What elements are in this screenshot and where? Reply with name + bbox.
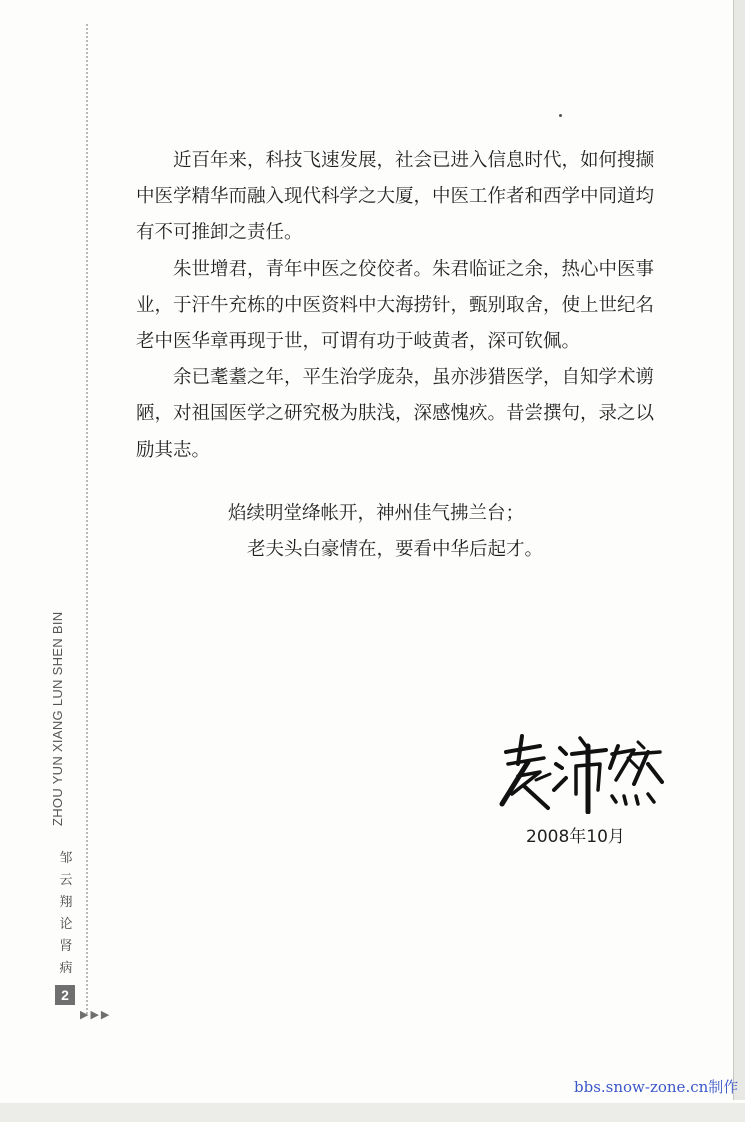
series-title-pinyin: ZHOU YUN XIANG LUN SHEN BIN — [50, 611, 65, 826]
paragraph: 余已耄耋之年，平生治学庞杂，虽亦涉猎医学，自知学术谫陋，对祖国医学之研究极为肤浅，深感愧疚。昔尝撰句，录之以励其志。 — [136, 367, 655, 461]
print-speck — [559, 114, 562, 117]
preface-body — [136, 143, 666, 469]
series-title-chinese: 邹 云 翔 论 肾 病 — [59, 851, 73, 976]
poem — [228, 496, 543, 568]
page-edge-bottom — [0, 1103, 745, 1122]
paragraph: 近百年来，科技飞速发展，社会已进入信息时代，如何搜撷中医学精华而融入现代科学之大厦，中医工作者和西学中同道均有不可推卸之责任。 — [136, 150, 655, 244]
paragraph: 朱世增君，青年中医之佼佼者。朱君临证之余，热心中医事业，于汗牛充栋的中医资料中大海捞针，甄别取舍，使上世纪名老中医华章再现于世，可谓有功于岐黄者，深可钦佩。 — [136, 258, 655, 353]
page-edge-right — [733, 0, 745, 1100]
arrow-icons: ▶▶▶ — [80, 1008, 112, 1021]
poem-line: 焰续明堂绛帐开，神州佳气拂兰台； — [228, 503, 525, 524]
page-number: 2 — [55, 985, 75, 1005]
watermark-text: bbs.snow-zone.cn制作 — [574, 1078, 739, 1096]
margin-dotted-line — [86, 24, 88, 1014]
date: 2008年10月 — [526, 827, 625, 847]
poem-line: 老夫头白豪情在，要看中华后起才。 — [247, 539, 544, 560]
handwritten-signature — [488, 724, 668, 814]
